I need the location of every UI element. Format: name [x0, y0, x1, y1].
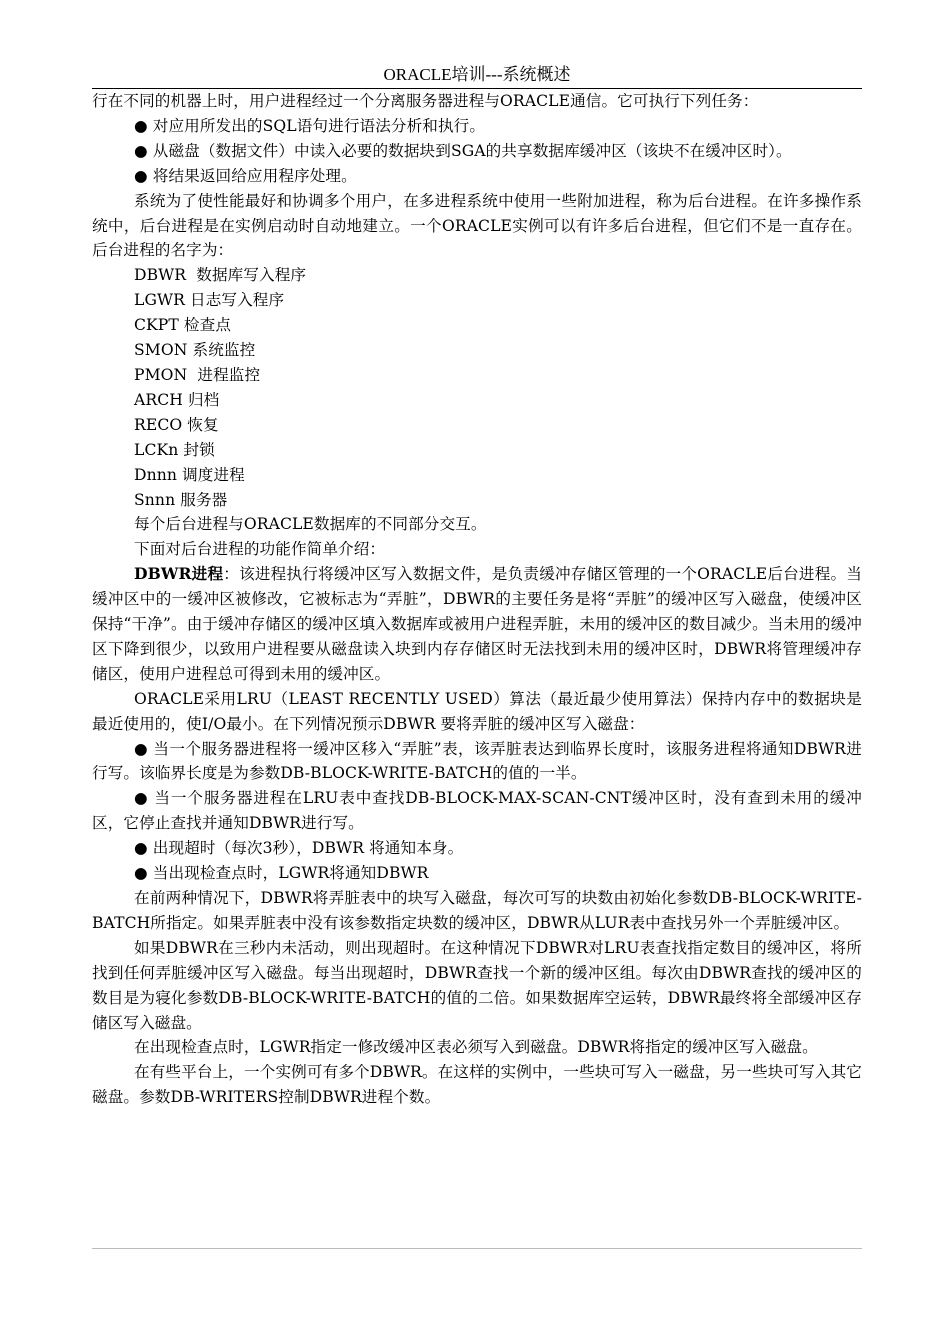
dbwr-paragraph	[92, 562, 862, 687]
task-item: ● 将结果返回给应用程序处理。	[134, 166, 357, 185]
process-list-item: PMON 进程监控	[134, 365, 261, 384]
process-list-item: LCKn 封锁	[134, 440, 215, 459]
process-list-item: SMON 系统监控	[134, 341, 256, 360]
process-list-item: DBWR 数据库写入程序	[134, 266, 307, 285]
condition-item: ● 当出现检查点时，LGWR将通知DBWR	[134, 864, 429, 883]
background-process-intro: 系统为了使性能最好和协调多个用户，在多进程系统中使用一些附加进程，称为后台进程。在许多操作系统中，后台进程是在实例启动时自动地建立。一个ORACLE实例可以有许多后台进程，但它们不是一直存在。后台进程的名字为：	[92, 191, 862, 260]
page-header-title: ORACLE培训---系统概述	[92, 64, 862, 89]
timeout-paragraph: 如果DBWR在三秒内未活动，则出现超时。在这种情况下DBWR对LRU表查找指定数目的缓冲区，将所找到任何弄脏缓冲区写入磁盘。每当出现超时，DBWR查找一个新的缓冲区组。每次由DBWR查找的缓冲区的数目是为寝化参数DB-BLOCK-WRITE-BATCH的值的二倍。如果数据库空运转，DBWR最终将全部缓冲区存储区写入磁盘。	[92, 938, 862, 1032]
intro-paragraph: 行在不同的机器上时，用户进程经过一个分离服务器进程与ORACLE通信。它可执行下列任务：	[92, 92, 759, 110]
condition-item: ● 当一个服务器进程将一缓冲区移入“弄脏”表，该弄脏表达到临界长度时，该服务进程将通知DBWR进行写。该临界长度是为参数DB-BLOCK-WRITE-BATCH的值的一半。	[92, 739, 862, 783]
dbwr-label: DBWR进程	[134, 564, 224, 584]
functions-intro-paragraph: 下面对后台进程的功能作简单介绍：	[134, 540, 386, 559]
process-list-item: ARCH 归档	[134, 390, 220, 409]
first-two-cases-paragraph: 在前两种情况下，DBWR将弄脏表中的块写入磁盘，每次可写的块数由初始化参数DB-BLOCK-WRITE-BATCH所指定。如果弄脏表中没有该参数指定块数的缓冲区，DBWR从LUR表中查找另外一个弄脏缓冲区。	[92, 889, 862, 932]
multiple-dbwr-paragraph: 在有些平台上，一个实例可有多个DBWR。在这样的实例中，一些块可写入一磁盘，另一些块可写入其它磁盘。参数DB-WRITERS控制DBWR进程个数。	[92, 1063, 862, 1107]
condition-item: ● 当一个服务器进程在LRU表中查找DB-BLOCK-MAX-SCAN-CNT缓冲区时，没有查到未用的缓冲区，它停止查找并通知DBWR进行写。	[92, 789, 862, 833]
task-item: ● 对应用所发出的SQL语句进行语法分析和执行。	[134, 116, 486, 135]
document-body	[92, 89, 862, 1110]
document-page	[92, 64, 862, 1110]
process-list-item: Snnn 服务器	[134, 490, 228, 509]
process-list-item: CKPT 检查点	[134, 316, 232, 335]
process-list-item: Dnnn 调度进程	[134, 465, 245, 484]
footer-divider	[92, 1248, 862, 1249]
process-list-item: RECO 恢复	[134, 415, 219, 434]
checkpoint-paragraph: 在出现检查点时，LGWR指定一修改缓冲区表必须写入到磁盘。DBWR将指定的缓冲区写入磁盘。	[134, 1038, 818, 1057]
task-item: ● 从磁盘（数据文件）中读入必要的数据块到SGA的共享数据库缓冲区（该块不在缓冲区时）。	[134, 141, 792, 160]
lru-paragraph: ORACLE采用LRU（LEAST RECENTLY USED）算法（最近最少使用算法）保持内存中的数据块是最近使用的，使I/O最小。在下列情况预示DBWR 要将弄脏的缓冲区写入磁盘：	[92, 689, 862, 733]
interaction-paragraph: 每个后台进程与ORACLE数据库的不同部分交互。	[134, 515, 487, 534]
dbwr-description: ：该进程执行将缓冲区写入数据文件，是负责缓冲存储区管理的一个ORACLE后台进程。当缓冲区中的一缓冲区被修改，它被标志为“弄脏”，DBWR的主要任务是将“弄脏”的缓冲区写入磁盘，使缓冲区保持“干净”。由于缓冲存储区的缓冲区填入数据库或被用户进程弄脏，未用的缓冲区的数目减少。当未用的缓冲区下降到很少，以致用户进程要从磁盘读入块到内存存储区时无法找到未用的缓冲区时，DBWR将管理缓冲存储区，使用户进程总可得到未用的缓冲区。	[92, 565, 862, 683]
condition-item: ● 出现超时（每次3秒），DBWR 将通知本身。	[134, 839, 464, 858]
process-list-item: LGWR 日志写入程序	[134, 291, 285, 310]
